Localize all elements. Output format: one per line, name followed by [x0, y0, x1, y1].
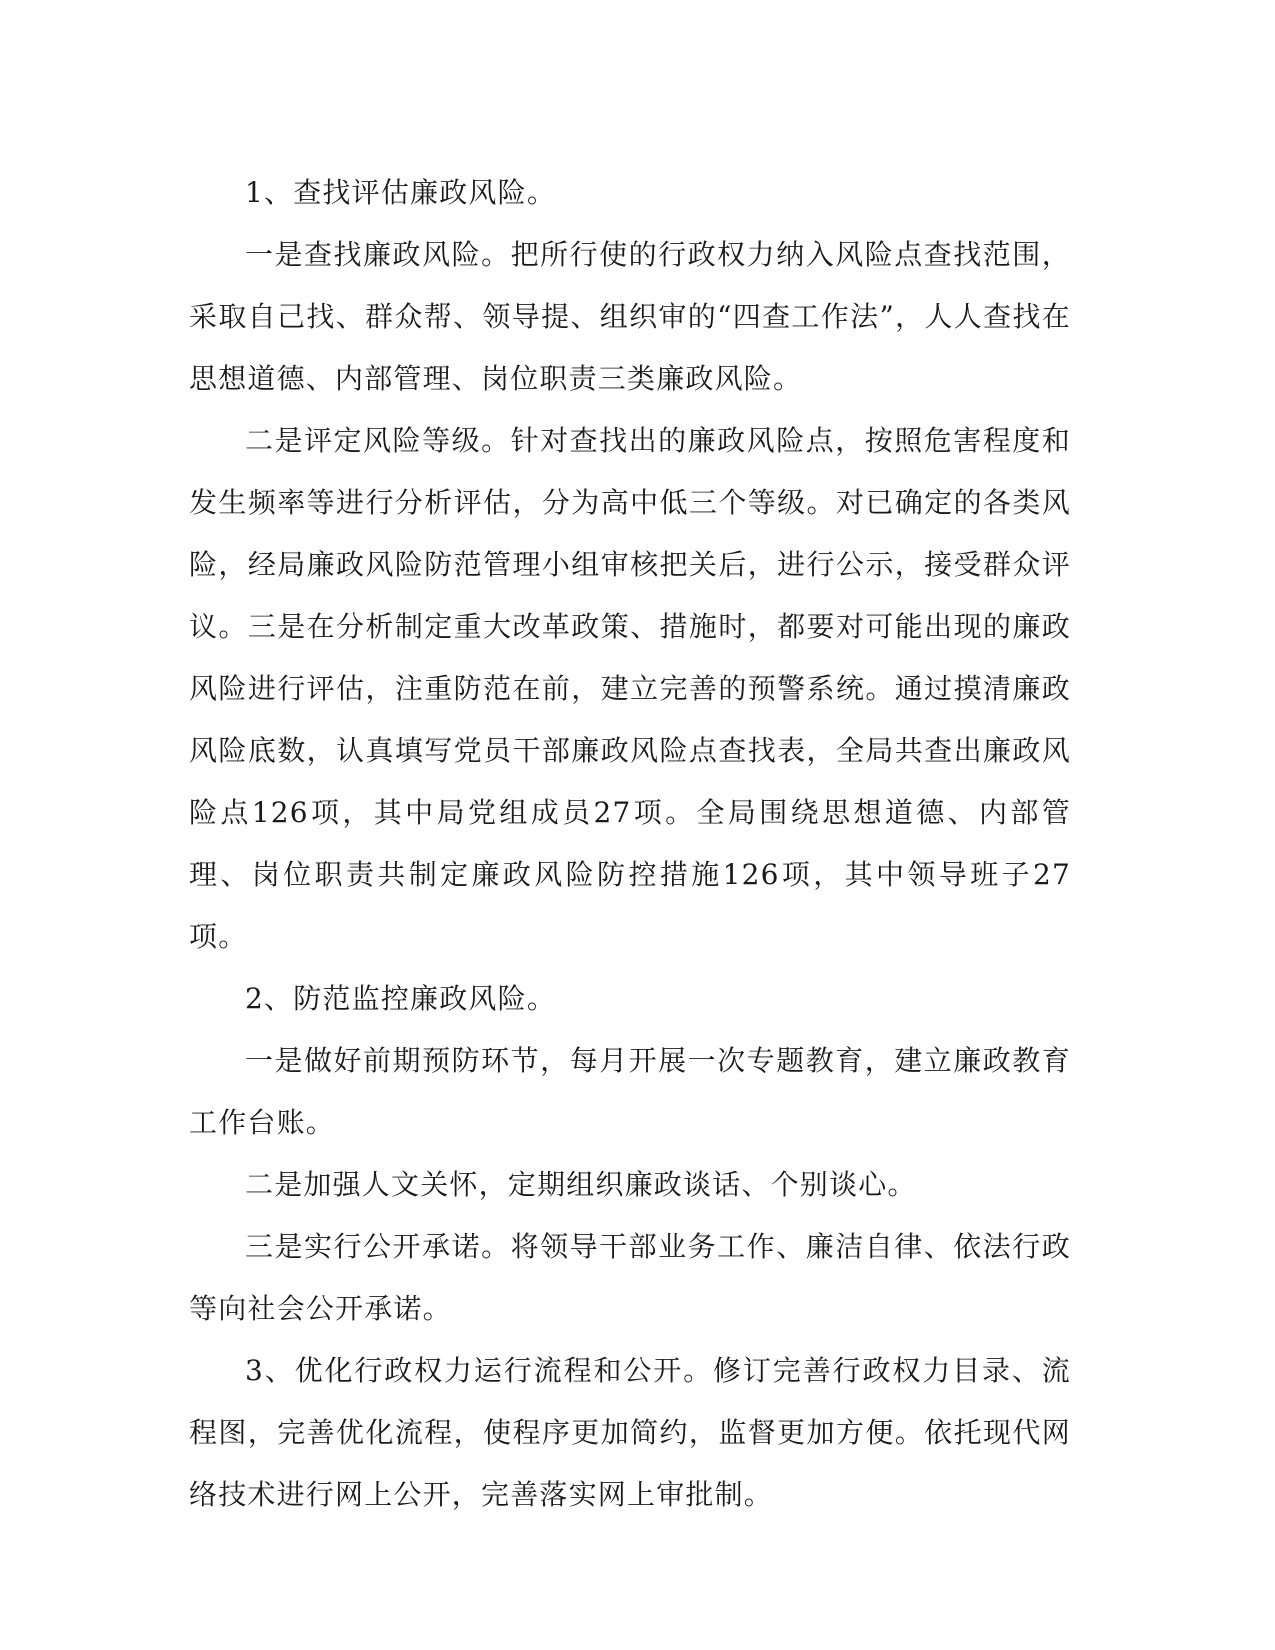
paragraph-find-risks: 一是查找廉政风险。把所行使的行政权力纳入风险点查找范围，采取自己找、群众帮、领导提、组织审的“四查工作法”，人人查找在思想道德、内部管理、岗位职责三类廉政风险。 — [189, 238, 1071, 395]
paragraph-public-commitment: 三是实行公开承诺。将领导干部业务工作、廉洁自律、依法行政等向社会公开承诺。 — [189, 1230, 1071, 1325]
paragraph-heading-2: 2、防范监控廉政风险。 — [245, 982, 557, 1015]
paragraph-prevention: 一是做好前期预防环节，每月开展一次专题教育，建立廉政教育工作台账。 — [189, 1044, 1071, 1139]
document-body — [189, 162, 1071, 1526]
paragraph-humanistic-care: 二是加强人文关怀，定期组织廉政谈话、个别谈心。 — [245, 1168, 917, 1201]
paragraph-heading-3: 3、优化行政权力运行流程和公开。修订完善行政权力目录、流程图，完善优化流程，使程序更加简约，监督更加方便。依托现代网络技术进行网上公开，完善落实网上审批制。 — [189, 1354, 1071, 1511]
paragraph-risk-levels: 二是评定风险等级。针对查找出的廉政风险点，按照危害程度和发生频率等进行分析评估，分为高中低三个等级。对已确定的各类风险，经局廉政风险防范管理小组审核把关后，进行公示，接受群众评议。三是在分析制定重大改革政策、措施时，都要对可能出现的廉政风险进行评估，注重防范在前，建立完善的预警系统。通过摸清廉政风险底数，认真填写党员干部廉政风险点查找表，全局共查出廉政风险点126项，其中局党组成员27项。全局围绕思想道德、内部管理、岗位职责共制定廉政风险防控措施126项，其中领导班子27项。 — [189, 424, 1071, 953]
paragraph-heading-1: 1、查找评估廉政风险。 — [245, 176, 557, 209]
